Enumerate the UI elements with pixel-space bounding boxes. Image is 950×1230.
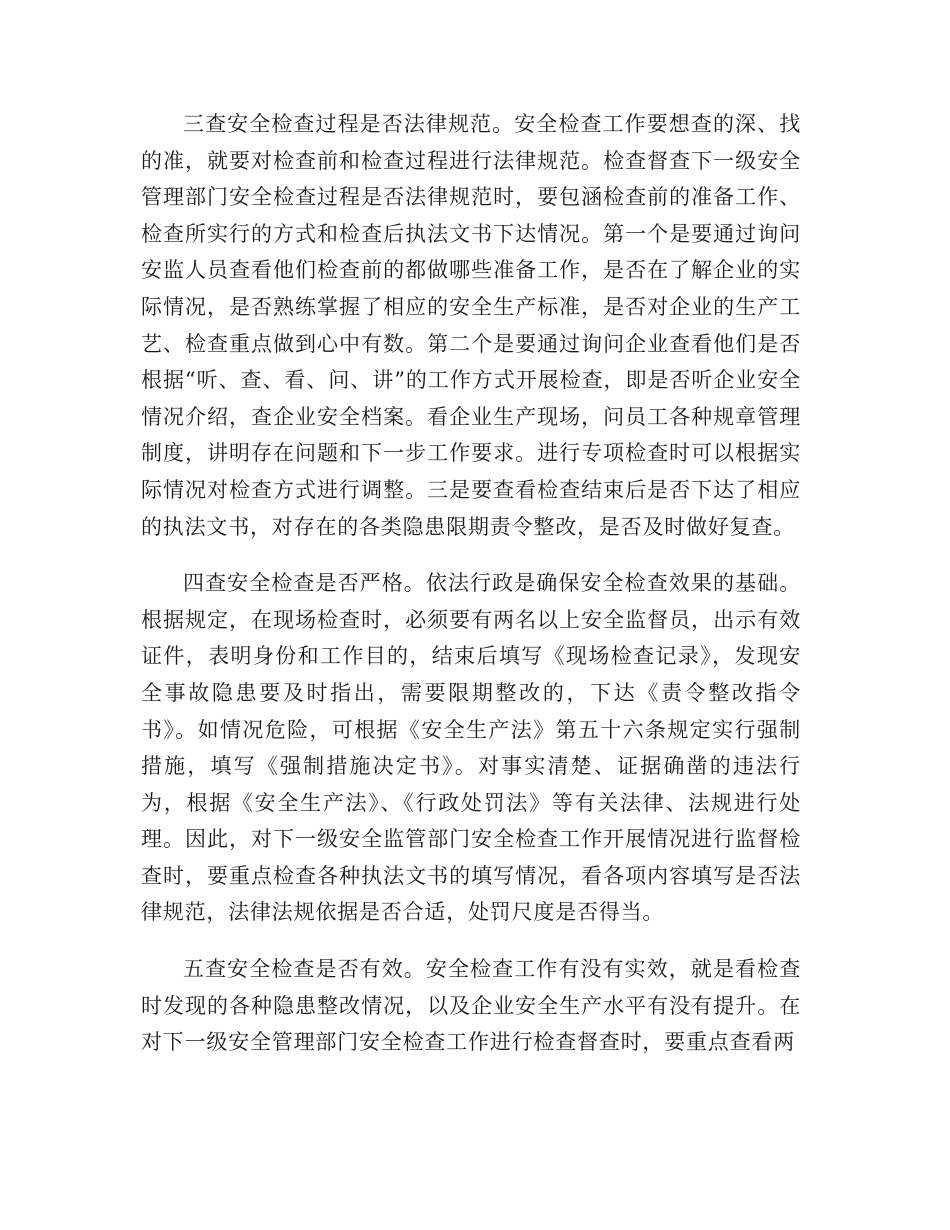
paragraph-section-5: 五查安全检查是否有效。安全检查工作有没有实效，就是看检查时发现的各种隐患整改情况，以及企业安全生产水平有没有提升。在对下一级安全管理部门安全检查工作进行检查督查时，要重点查看两	[141, 957, 801, 1055]
document-body	[141, 106, 801, 1081]
paragraph-section-3: 三查安全检查过程是否法律规范。安全检查工作要想查的深、找的准，就要对检查前和检查过程进行法律规范。检查督查下一级安全管理部门安全检查过程是否法律规范时，要包涵检查前的准备工作、检查所实行的方式和检查后执法文书下达情况。第一个是要通过询问安监人员查看他们检查前的都做哪些准备工作，是否在了解企业的实际情况，是否熟练掌握了相应的安全生产标准，是否对企业的生产工艺、检查重点做到心中有数。第二个是要通过询问企业查看他们是否根据“听、查、看、问、讲”的工作方式开展检查，即是否听企业安全情况介绍，查企业安全档案。看企业生产现场，问员工各种规章管理制度，讲明存在问题和下一步工作要求。进行专项检查时可以根据实际情况对检查方式进行调整。三是要查看检查结束后是否下达了相应的执法文书，对存在的各类隐患限期责令整改，是否及时做好复查。	[141, 112, 801, 539]
paragraph-section-4: 四查安全检查是否严格。依法行政是确保安全检查效果的基础。根据规定，在现场检查时，必须要有两名以上安全监督员，出示有效证件，表明身份和工作目的，结束后填写《现场检查记录》，发现安全事故隐患要及时指出，需要限期整改的，下达《责令整改指令书》。如情况危险，可根据《安全生产法》第五十六条规定实行强制措施，填写《强制措施决定书》。对事实清楚、证据确凿的违法行为，根据《安全生产法》、《行政处罚法》等有关法律、法规进行处理。因此，对下一级安全监管部门安全检查工作开展情况进行监督检查时，要重点检查各种执法文书的填写情况，看各项内容填写是否法律规范，法律法规依据是否合适，处罚尺度是否得当。	[141, 571, 801, 925]
